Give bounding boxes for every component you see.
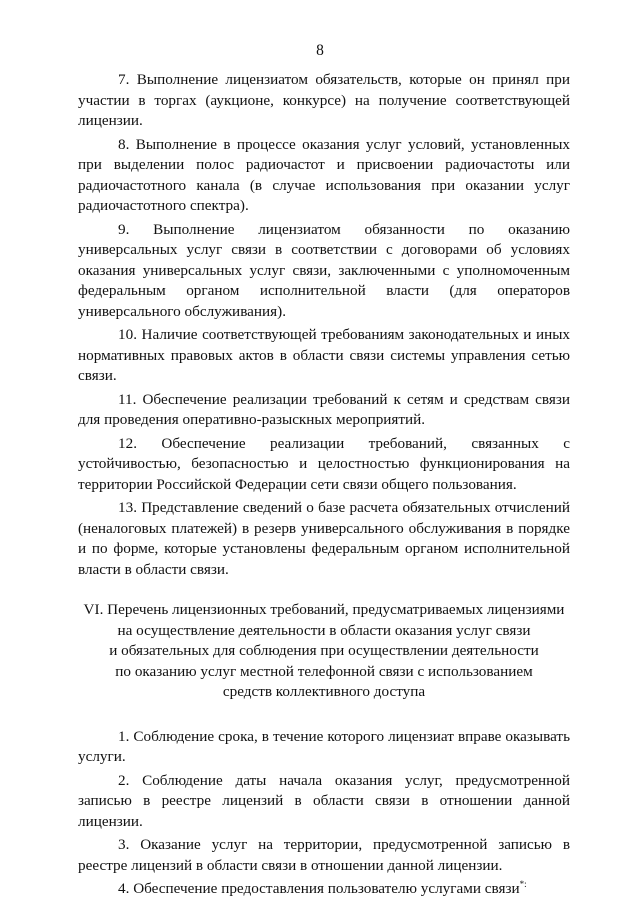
section-heading-line: на осуществление деятельности в области оказания услуг связи — [117, 621, 531, 639]
footnote-marker: *: — [519, 878, 527, 889]
page-number: 8 — [316, 42, 324, 59]
document-body — [78, 70, 570, 903]
section-heading-line: и обязательных для соблюдения при осуществлении деятельности — [109, 642, 539, 659]
paragraph-item-9: 9. Выполнение лицензиатом обязанности по оказанию универсальных услуг связи в соответствии с договорами об условиях оказания универсальных услуг связи, заключенными с уполномоченным федеральным органом исполнительной власти (для операторов универсального обслуживания). — [78, 220, 570, 320]
paragraph-item-13: 13. Представление сведений о базе расчета обязательных отчислений (неналоговых платежей) в резерв универсального обслуживания в порядке и по форме, которые установлены федеральным органом исполнительной власти в области связи. — [78, 499, 570, 578]
section-heading-line: VI. Перечень лицензионных требований, предусматриваемых лицензиями — [83, 601, 565, 618]
section-heading-line: по оказанию услуг местной телефонной связи с использованием — [115, 662, 533, 680]
paragraph-section-item-1: 1. Соблюдение срока, в течение которого лицензиат вправе оказывать услуги. — [78, 727, 570, 765]
paragraph-item-8: 8. Выполнение в процессе оказания услуг условий, установленных при выделении полос радиочастот и присвоении радиочастоты или радиочастотного канала (в случае использования при оказании услуг радиочастотного спектра). — [78, 135, 570, 214]
paragraph-item-12: 12. Обеспечение реализации требований, связанных с устойчивостью, безопасностью и целостностью функционирования на территории Российской Федерации сети связи общего пользования. — [78, 434, 570, 493]
paragraph-item-11: 11. Обеспечение реализации требований к сетям и средствам связи для проведения оперативно-разыскных мероприятий. — [78, 390, 570, 428]
section-heading-line: средств коллективного доступа — [222, 683, 426, 700]
paragraph-section-item-4 — [78, 879, 570, 900]
paragraph-item-7: 7. Выполнение лицензиатом обязательств, которые он принял при участии в торгах (аукционе, конкурсе) на получение соответствующей лицензии. — [78, 71, 570, 129]
paragraph-section-item-3: 3. Оказание услуг на территории, предусмотренной записью в реестре лицензий в области связи в отношении данной лицензии. — [78, 836, 570, 874]
paragraph-item-10: 10. Наличие соответствующей требованиям законодательных и иных нормативных правовых актов в области связи системы управления сетью связи. — [78, 326, 570, 384]
section-heading — [78, 600, 570, 703]
paragraph-section-item-2: 2. Соблюдение даты начала оказания услуг, предусмотренной записью в реестре лицензий в области связи в отношении данной лицензии. — [78, 771, 570, 830]
paragraph-section-item-4-text: 4. Обеспечение предоставления пользователю услугами связи — [118, 880, 520, 897]
